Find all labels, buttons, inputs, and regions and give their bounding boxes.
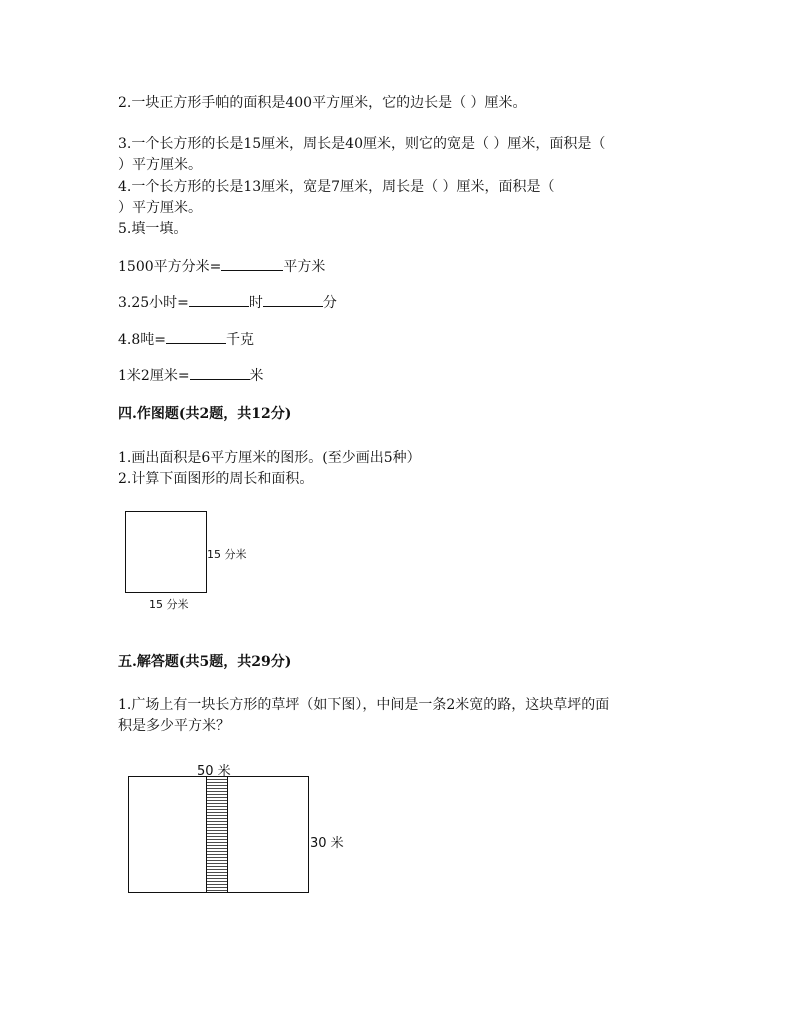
square-bottom-label: 15 分米 — [149, 598, 189, 611]
lawn-outline — [129, 777, 309, 893]
fill-item-2-middle: 时 — [248, 295, 263, 311]
path-hatching — [207, 780, 227, 891]
fill-item-4 — [118, 365, 264, 385]
square-figure — [125, 511, 207, 593]
fill-item-1 — [118, 256, 325, 276]
question-4-line-2: ）平方厘米。 — [118, 200, 202, 216]
fill-item-1-suffix: 平方米 — [283, 259, 326, 275]
fill-item-1-prefix: 1500平方分米= — [118, 259, 222, 275]
fill-blank — [221, 256, 283, 271]
fill-item-4-prefix: 1米2厘米= — [118, 368, 190, 384]
question-4-line-1: 4.一个长方形的长是13厘米，宽是7厘米，周长是（ ）厘米，面积是（ — [118, 179, 555, 195]
fill-blank — [190, 365, 250, 380]
fill-item-4-suffix: 米 — [249, 368, 264, 384]
lawn-height-label: 30 米 — [310, 836, 344, 851]
section-5-question-1-line-1: 1.广场上有一块长方形的草坪（如下图），中间是一条2米宽的路，这块草坪的面 — [118, 697, 610, 713]
question-2: 2.一块正方形手帕的面积是400平方厘米，它的边长是（ ）厘米。 — [118, 95, 527, 111]
section-4-title: 四.作图题(共2题，共12分) — [118, 406, 292, 422]
question-5: 5.填一填。 — [118, 221, 188, 237]
fill-item-3-suffix: 千克 — [226, 332, 254, 348]
square-side-label: 15 分米 — [207, 548, 247, 561]
lawn-figure — [128, 776, 310, 894]
section-4-question-2: 2.计算下面图形的周长和面积。 — [118, 471, 314, 487]
fill-item-2 — [118, 292, 337, 312]
fill-item-3 — [118, 329, 254, 349]
section-5-question-1-line-2: 积是多少平方米？ — [118, 718, 230, 734]
section-5-title: 五.解答题(共5题，共29分) — [118, 654, 292, 670]
lawn-width-label: 50 米 — [197, 764, 231, 779]
path-strip — [207, 777, 228, 893]
fill-blank — [166, 329, 226, 344]
fill-item-2-prefix: 3.25小时= — [118, 295, 189, 311]
fill-blank — [263, 292, 323, 307]
question-3-line-1: 3.一个长方形的长是15厘米，周长是40厘米，则它的宽是（ ）厘米，面积是（ — [118, 136, 606, 152]
fill-blank — [189, 292, 249, 307]
section-4-question-1: 1.画出面积是6平方厘米的图形。(至少画出5种） — [118, 450, 421, 466]
fill-item-2-suffix: 分 — [322, 295, 337, 311]
fill-item-3-prefix: 4.8吨= — [118, 332, 166, 348]
question-3-line-2: ）平方厘米。 — [118, 157, 202, 173]
